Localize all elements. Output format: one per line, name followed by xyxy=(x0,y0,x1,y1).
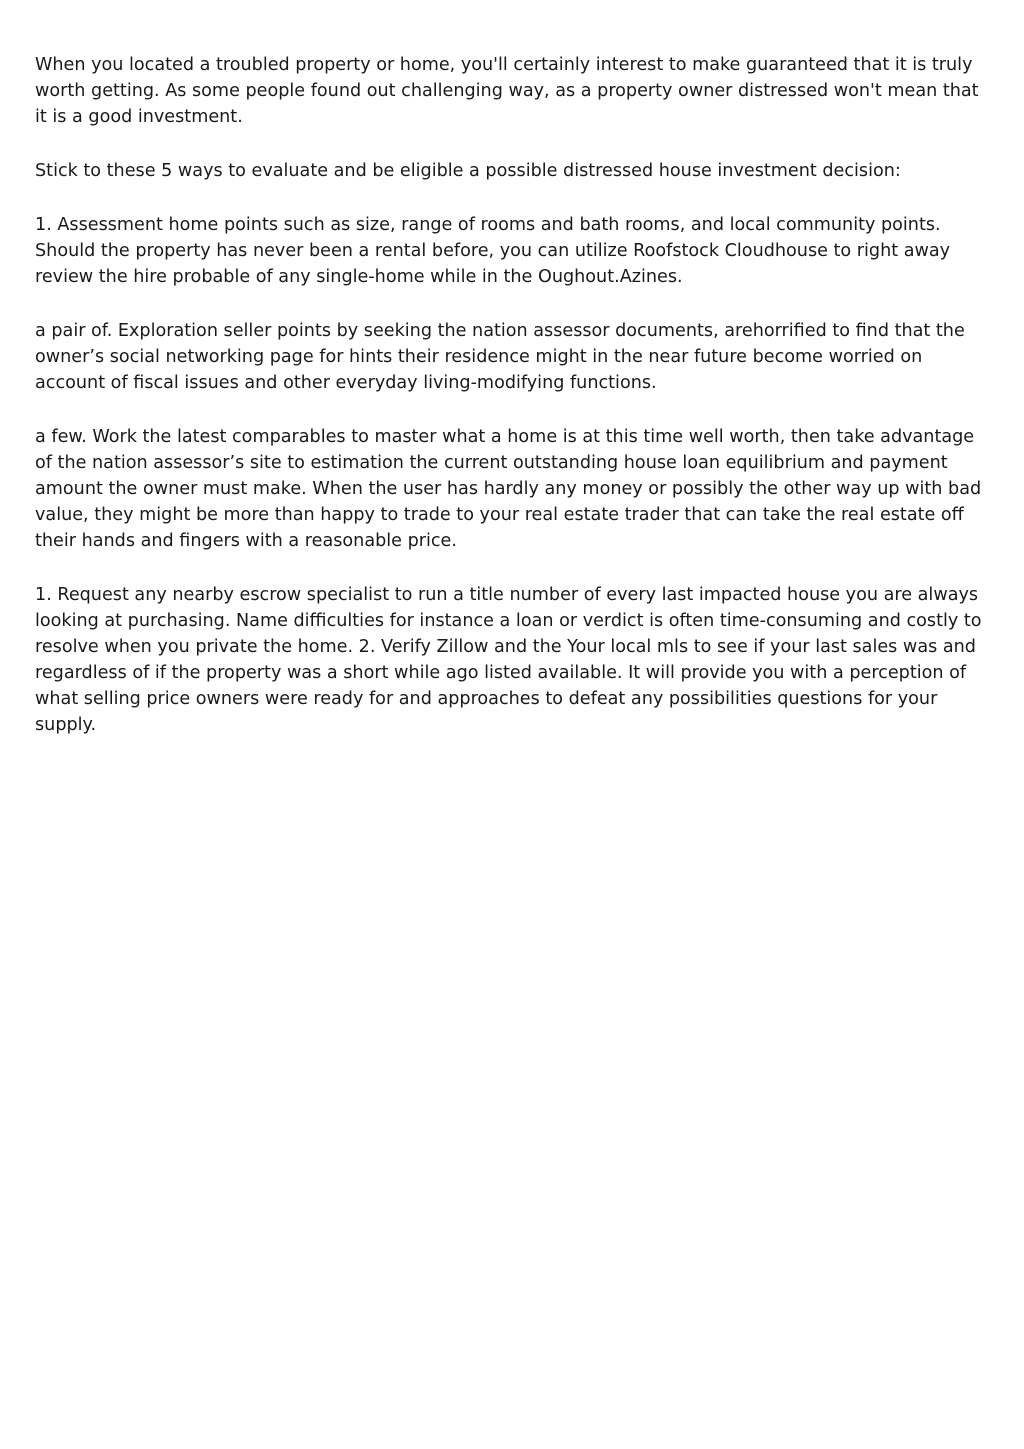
paragraph-step-4-5: 1. Request any nearby escrow specialist to run a title number of every last impacted house you are always looking at purchasing. Name difficulties for instance a loan or verdict is often time-consuming and costly to resolve when you private the home. 2. Verify Zillow and the Your local mls to see if your last sales was and regardless of if the property was a short while ago listed available. It will provide you with a perception of what selling price owners were ready for and approaches to defeat any possibilities questions for your supply. xyxy=(35,585,982,735)
paragraph-step-3: a few. Work the latest comparables to master what a home is at this time well worth, then take advantage of the nation assessor’s site to estimation the current outstanding house loan equilibrium and payment amount the owner must make. When the user has hardly any money or possibly the other way up with bad value, they might be more than happy to trade to your real estate trader that can take the real estate off their hands and fingers with a reasonable price. xyxy=(35,427,982,551)
paragraph-intro: When you located a troubled property or home, you'll certainly interest to make guaranteed that it is truly worth getting. As some people found out challenging way, as a property owner distressed won't mean that it is a good investment. xyxy=(35,55,979,127)
paragraph-step-2: a pair of. Exploration seller points by seeking the nation assessor documents, arehorrified to find that the owner’s social networking page for hints their residence might in the near future become worried on account of fiscal issues and other everyday living-modifying functions. xyxy=(35,321,965,393)
document-page xyxy=(35,52,991,766)
paragraph-steps-intro: Stick to these 5 ways to evaluate and be eligible a possible distressed house investment decision: xyxy=(35,161,901,181)
paragraph-step-1: 1. Assessment home points such as size, range of rooms and bath rooms, and local community points. Should the property has never been a rental before, you can utilize Roofstock Cloudhouse to right away review the hire probable of any single-home while in the Oughout.Azines. xyxy=(35,215,951,287)
